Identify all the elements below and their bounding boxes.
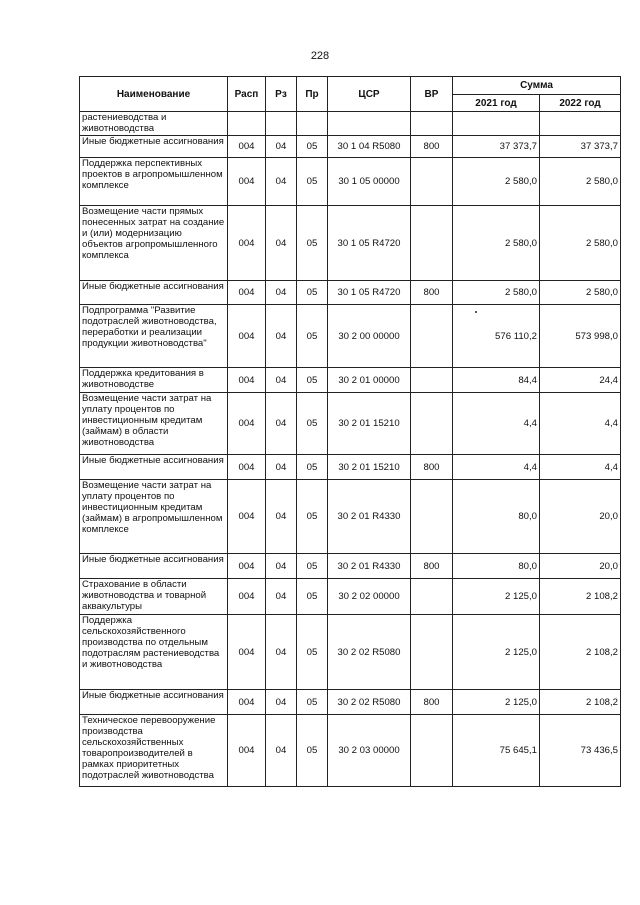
row-rasp: 004 xyxy=(228,305,266,368)
table-row xyxy=(80,281,621,305)
row-rasp: 004 xyxy=(228,480,266,554)
table-row xyxy=(80,158,621,206)
row-sum-2021: 80,0 xyxy=(453,554,540,579)
row-sum-2021: 4,4 xyxy=(453,455,540,480)
row-name: Техническое перевооружение производства сельскохозяйственных товаропроизводителей в рамках приоритетных подотраслей животноводства xyxy=(80,715,228,787)
row-rz: 04 xyxy=(266,393,297,455)
row-sum-2021: 2 580,0 xyxy=(453,281,540,305)
row-sum-2021: 4,4 xyxy=(453,393,540,455)
row-vr: 800 xyxy=(411,455,453,480)
header-sum: Сумма xyxy=(453,77,621,95)
row-pr: 05 xyxy=(297,579,328,615)
row-name: Возмещение части прямых понесенных затрат на создание и (или) модернизацию объектов агропромышленного комплекса xyxy=(80,206,228,281)
row-name: Возмещение части затрат на уплату процентов по инвестиционным кредитам (займам) в агропромышленном комплексе xyxy=(80,480,228,554)
budget-table xyxy=(79,76,621,787)
row-name: Иные бюджетные ассигнования xyxy=(80,554,228,579)
row-vr xyxy=(411,615,453,690)
row-name: Поддержка сельскохозяйственного производства по отдельным подотраслям растениеводства и животноводства xyxy=(80,615,228,690)
row-vr xyxy=(411,158,453,206)
row-csr: 30 2 02 R5080 xyxy=(328,690,411,715)
row-sum-2022: 2 108,2 xyxy=(540,579,621,615)
row-name: Возмещение части затрат на уплату процентов по инвестиционным кредитам (займам) в области животноводства xyxy=(80,393,228,455)
row-sum-2022: 4,4 xyxy=(540,393,621,455)
row-pr: 05 xyxy=(297,480,328,554)
table-row xyxy=(80,615,621,690)
row-pr: 05 xyxy=(297,281,328,305)
row-sum-2022: 2 580,0 xyxy=(540,206,621,281)
header-year-2022: 2022 год xyxy=(540,95,621,112)
table-row xyxy=(80,690,621,715)
row-pr: 05 xyxy=(297,554,328,579)
row-csr: 30 2 03 00000 xyxy=(328,715,411,787)
row-csr: 30 1 04 R5080 xyxy=(328,136,411,158)
row-rz: 04 xyxy=(266,136,297,158)
row-name: Иные бюджетные ассигнования xyxy=(80,690,228,715)
row-pr: 05 xyxy=(297,455,328,480)
row-csr: 30 1 05 R4720 xyxy=(328,206,411,281)
row-sum-2022: 4,4 xyxy=(540,455,621,480)
table-row xyxy=(80,480,621,554)
row-pr: 05 xyxy=(297,368,328,393)
row-name: Иные бюджетные ассигнования xyxy=(80,281,228,305)
row-sum-2022: 2 108,2 xyxy=(540,615,621,690)
row-vr xyxy=(411,206,453,281)
header-csr: ЦСР xyxy=(328,77,411,112)
table-row xyxy=(80,715,621,787)
header-rz: Рз xyxy=(266,77,297,112)
row-rz: 04 xyxy=(266,690,297,715)
row-rasp: 004 xyxy=(228,393,266,455)
row-csr: 30 2 01 R4330 xyxy=(328,480,411,554)
row-sum-2022: 2 580,0 xyxy=(540,281,621,305)
row-rasp: 004 xyxy=(228,206,266,281)
row-rz: 04 xyxy=(266,281,297,305)
table-row xyxy=(80,554,621,579)
row-name: Страхование в области животноводства и товарной аквакультуры xyxy=(80,579,228,615)
row-vr xyxy=(411,112,453,136)
row-sum-2021: 84,4 xyxy=(453,368,540,393)
row-name: Иные бюджетные ассигнования xyxy=(80,455,228,480)
row-rz: 04 xyxy=(266,615,297,690)
row-sum-2022: 20,0 xyxy=(540,480,621,554)
row-csr: 30 2 01 R4330 xyxy=(328,554,411,579)
row-sum-2021: 2 125,0 xyxy=(453,615,540,690)
row-rasp: 004 xyxy=(228,281,266,305)
table-row xyxy=(80,136,621,158)
row-rasp: 004 xyxy=(228,158,266,206)
row-name: растениеводства и животноводства xyxy=(80,112,228,136)
row-rz: 04 xyxy=(266,480,297,554)
row-rasp: 004 xyxy=(228,136,266,158)
row-csr xyxy=(328,112,411,136)
row-vr xyxy=(411,715,453,787)
page-number: 228 xyxy=(310,50,330,62)
table-row xyxy=(80,579,621,615)
row-sum-2022: 73 436,5 xyxy=(540,715,621,787)
table-row xyxy=(80,368,621,393)
row-sum-2021: 2 580,0 xyxy=(453,206,540,281)
row-rasp: 004 xyxy=(228,715,266,787)
row-vr xyxy=(411,368,453,393)
row-sum-2022: 2 580,0 xyxy=(540,158,621,206)
row-pr: 05 xyxy=(297,715,328,787)
row-name: Иные бюджетные ассигнования xyxy=(80,136,228,158)
row-sum-2021: 2 125,0 xyxy=(453,579,540,615)
row-csr: 30 1 05 R4720 xyxy=(328,281,411,305)
row-sum-2022: 20,0 xyxy=(540,554,621,579)
table-row xyxy=(80,305,621,368)
row-pr xyxy=(297,112,328,136)
row-sum-2021: 80,0 xyxy=(453,480,540,554)
row-rasp: 004 xyxy=(228,579,266,615)
row-rz xyxy=(266,112,297,136)
row-rasp: 004 xyxy=(228,455,266,480)
header-year-2021: 2021 год xyxy=(453,95,540,112)
row-name: Поддержка перспективных проектов в агропромышленном комплексе xyxy=(80,158,228,206)
row-rz: 04 xyxy=(266,158,297,206)
row-vr xyxy=(411,480,453,554)
row-name: Поддержка кредитования в животноводстве xyxy=(80,368,228,393)
row-csr: 30 2 00 00000 xyxy=(328,305,411,368)
header-name: Наименование xyxy=(80,77,228,112)
row-vr xyxy=(411,305,453,368)
row-vr: 800 xyxy=(411,554,453,579)
row-sum-2021 xyxy=(453,112,540,136)
row-vr xyxy=(411,579,453,615)
row-csr: 30 2 02 R5080 xyxy=(328,615,411,690)
table-row xyxy=(80,112,621,136)
row-csr: 30 2 02 00000 xyxy=(328,579,411,615)
row-sum-2022: 37 373,7 xyxy=(540,136,621,158)
row-csr: 30 1 05 00000 xyxy=(328,158,411,206)
row-csr: 30 2 01 15210 xyxy=(328,393,411,455)
row-rz: 04 xyxy=(266,554,297,579)
row-pr: 05 xyxy=(297,305,328,368)
row-rasp: 004 xyxy=(228,554,266,579)
row-vr xyxy=(411,393,453,455)
row-rz: 04 xyxy=(266,579,297,615)
row-vr: 800 xyxy=(411,690,453,715)
row-csr: 30 2 01 00000 xyxy=(328,368,411,393)
row-sum-2022: 24,4 xyxy=(540,368,621,393)
row-sum-2022 xyxy=(540,112,621,136)
row-csr: 30 2 01 15210 xyxy=(328,455,411,480)
header-rasp: Расп xyxy=(228,77,266,112)
row-sum-2021: 2 580,0 xyxy=(453,158,540,206)
row-rz: 04 xyxy=(266,455,297,480)
row-sum-2021: 576 110,2 xyxy=(453,305,540,368)
row-rasp xyxy=(228,112,266,136)
row-rasp: 004 xyxy=(228,690,266,715)
row-sum-2022: 2 108,2 xyxy=(540,690,621,715)
header-vr: ВР xyxy=(411,77,453,112)
row-pr: 05 xyxy=(297,615,328,690)
table-row xyxy=(80,206,621,281)
row-vr: 800 xyxy=(411,281,453,305)
row-sum-2021: 37 373,7 xyxy=(453,136,540,158)
row-rz: 04 xyxy=(266,206,297,281)
row-rasp: 004 xyxy=(228,615,266,690)
row-pr: 05 xyxy=(297,393,328,455)
row-sum-2021: 2 125,0 xyxy=(453,690,540,715)
row-name: Подпрограмма "Развитие подотраслей животноводства, переработки и реализации продукции животноводства" xyxy=(80,305,228,368)
row-rz: 04 xyxy=(266,715,297,787)
row-pr: 05 xyxy=(297,158,328,206)
row-vr: 800 xyxy=(411,136,453,158)
row-pr: 05 xyxy=(297,690,328,715)
row-sum-2022: 573 998,0 xyxy=(540,305,621,368)
table-row xyxy=(80,455,621,480)
row-rasp: 004 xyxy=(228,368,266,393)
row-pr: 05 xyxy=(297,206,328,281)
table-row xyxy=(80,393,621,455)
row-rz: 04 xyxy=(266,368,297,393)
row-pr: 05 xyxy=(297,136,328,158)
row-rz: 04 xyxy=(266,305,297,368)
row-sum-2021: 75 645,1 xyxy=(453,715,540,787)
header-pr: Пр xyxy=(297,77,328,112)
